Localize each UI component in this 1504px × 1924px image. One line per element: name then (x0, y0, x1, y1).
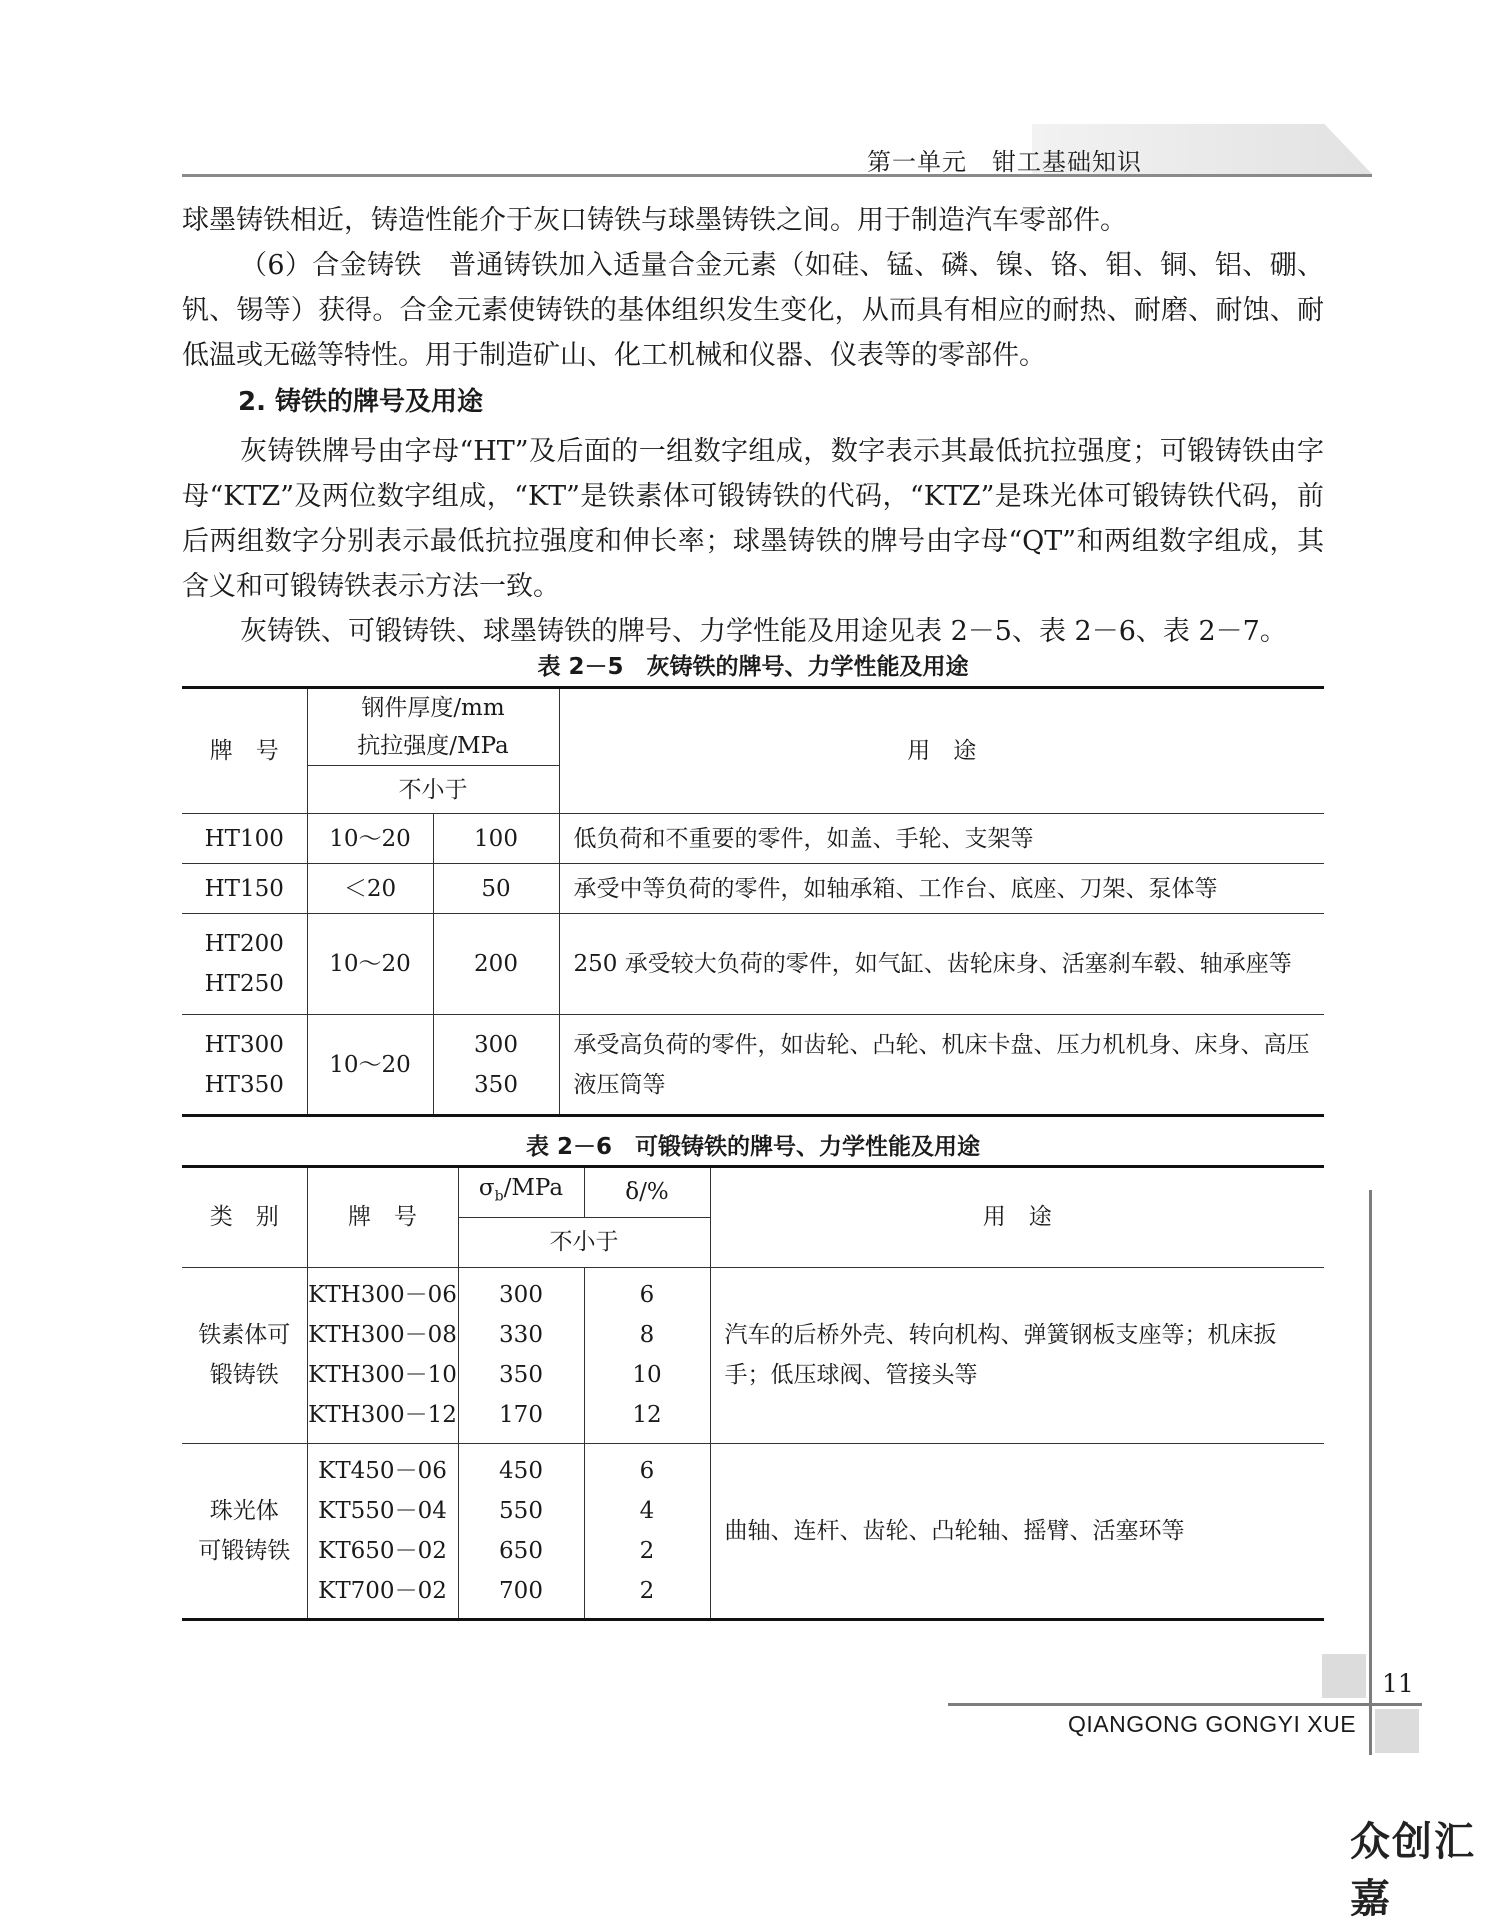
footer-book-title: QIANGONG GONGYI XUE (1068, 1711, 1357, 1737)
table26-grade: KT550－04 (318, 1497, 447, 1524)
section-heading: 2. 铸铁的牌号及用途 (238, 387, 484, 417)
table26-header-min: 不小于 (458, 1217, 710, 1267)
table25-row-strength: 100 (433, 814, 559, 864)
table25-row-thickness: 10～20 (307, 1015, 433, 1116)
table26-delta-value: 6 (639, 1457, 655, 1484)
table26-sigma-value: 300 (499, 1282, 543, 1309)
table25-grade-line: HT350 (204, 1071, 284, 1098)
table26-header-grade: 牌 号 (307, 1167, 458, 1268)
table26 (182, 1165, 1324, 1621)
paragraph-4: 灰铸铁、可锻铸铁、球墨铸铁的牌号、力学性能及用途见表 2－5、表 2－6、表 2－7。 (240, 616, 1287, 647)
table26-use: 曲轴、连杆、齿轮、凸轮轴、摇臂、活塞环等 (710, 1443, 1324, 1619)
table25-header-strength (307, 688, 559, 766)
table25-grade-line: HT200 (204, 931, 284, 957)
footer-horizontal-rule (948, 1703, 1422, 1706)
table25-row-thickness: 10～20 (307, 814, 433, 864)
table25-strength-line: 300 (474, 1031, 518, 1058)
footer-vertical-rule (1369, 1190, 1372, 1755)
table26-grade: KTH300－06 (308, 1282, 457, 1309)
table26-delta-value: 6 (639, 1282, 655, 1309)
table26-grades (307, 1443, 458, 1619)
table25-row-use: 低负荷和不重要的零件，如盖、手轮、支架等 (559, 814, 1324, 864)
table26-grade: KT700－02 (318, 1577, 447, 1604)
table25-row-grade: HT100 (182, 814, 307, 864)
table26-category (182, 1267, 307, 1443)
table25-row-grade (182, 914, 307, 1015)
table26-grade: KTH300－10 (308, 1362, 457, 1389)
table25 (182, 686, 1324, 1117)
table26-delta-value: 2 (639, 1577, 655, 1604)
table26-use: 汽车的后桥外壳、转向机构、弹簧钢板支座等；机床扳手；低压球阀、管接头等 (710, 1267, 1324, 1443)
running-title: 第一单元 钳工基础知识 (867, 148, 1142, 176)
table26-delta-value: 10 (632, 1362, 662, 1389)
watermark-logo-text: 众创汇嘉 (1350, 1819, 1476, 1922)
table26-delta (584, 1443, 710, 1619)
table26-grade: KTH300－08 (308, 1322, 457, 1349)
table25-row-use: 承受中等负荷的零件，如轴承箱、工作台、底座、刀架、泵体等 (559, 864, 1324, 914)
table26-delta-value: 12 (632, 1402, 662, 1429)
paragraph-1: 球墨铸铁相近，铸造性能介于灰口铸铁与球墨铸铁之间。用于制造汽车零部件。 (182, 205, 1127, 236)
table26-sigma-value: 170 (499, 1402, 543, 1429)
table26-header-sigma: $\sigma_b$/MPa (458, 1167, 584, 1218)
table26-sigma-value: 350 (499, 1362, 543, 1389)
page-number: 11 (1382, 1669, 1414, 1698)
table26-caption: 表 2－6 可锻铸铁的牌号、力学性能及用途 (525, 1134, 980, 1160)
table25-row-thickness: ＜20 (307, 864, 433, 914)
table26-header-delta: δ/% (584, 1167, 710, 1218)
table25-row-thickness: 10～20 (307, 914, 433, 1015)
table25-header-use: 用 途 (559, 688, 1324, 814)
table26-sigma (458, 1443, 584, 1619)
table26-sigma-value: 700 (499, 1577, 543, 1604)
table26-delta-value: 2 (639, 1537, 655, 1564)
table25-row-strength: 200 (433, 914, 559, 1015)
table25-row-use: 250 承受较大负荷的零件，如气缸、齿轮床身、活塞刹车毂、轴承座等 (559, 914, 1324, 1015)
table25-header-tensile: 抗拉强度/MPa (357, 733, 509, 759)
table26-grade: KT450－06 (318, 1457, 447, 1484)
table26-category-line: 锻铸铁 (209, 1362, 279, 1389)
table26-header-category: 类 别 (182, 1167, 307, 1268)
table25-row-strength (433, 1015, 559, 1116)
table26-sigma-value: 650 (499, 1537, 543, 1564)
table25-row-use: 承受高负荷的零件，如齿轮、凸轮、机床卡盘、压力机机身、床身、高压液压筒等 (559, 1015, 1324, 1116)
footer-corner-box (1375, 1709, 1419, 1753)
table25-header-min: 不小于 (307, 766, 559, 814)
body-text (182, 198, 1324, 654)
table25-header-grade: 牌 号 (182, 688, 307, 814)
table26-sigma (458, 1267, 584, 1443)
table26-delta (584, 1267, 710, 1443)
table26-header-use: 用 途 (710, 1167, 1324, 1268)
table25-grade-line: HT250 (204, 971, 284, 997)
table26-grade: KTH300－12 (308, 1402, 457, 1429)
table26-sigma-value: 550 (499, 1497, 543, 1524)
table26-sigma-value: 450 (499, 1457, 543, 1484)
table25-caption: 表 2－5 灰铸铁的牌号、力学性能及用途 (537, 654, 969, 680)
table26-category-line: 可锻铸铁 (198, 1537, 291, 1564)
table26-delta-value: 8 (639, 1322, 655, 1349)
running-header (182, 116, 1372, 177)
table25-grade-line: HT300 (204, 1031, 284, 1058)
table26-delta-value: 4 (639, 1497, 655, 1524)
footer-corner-box (1322, 1654, 1366, 1698)
table26-category (182, 1443, 307, 1619)
table26-category-line: 珠光体 (209, 1497, 279, 1524)
table26-grade: KT650－02 (318, 1537, 447, 1564)
table25-row-grade (182, 1015, 307, 1116)
table25-row-strength: 50 (433, 864, 559, 914)
paragraph-2: （6）合金铸铁 普通铸铁加入适量合金元素（如硅、锰、磷、镍、铬、钼、铜、铝、硼、钒、锡等）获得。合金元素使铸铁的基体组织发生变化，从而具有相应的耐热、耐磨、耐蚀、耐低温或无磁等特性。用于制造矿山、化工机械和仪器、仪表等的零部件。 (182, 250, 1324, 371)
table25-row-grade: HT150 (182, 864, 307, 914)
table25-strength-line: 350 (474, 1071, 518, 1098)
table26-grades (307, 1267, 458, 1443)
table26-sigma-value: 330 (499, 1322, 543, 1349)
table26-category-line: 铁素体可 (198, 1322, 291, 1349)
paragraph-3: 灰铸铁牌号由字母“HT”及后面的一组数字组成，数字表示其最低抗拉强度；可锻铸铁由字母“KTZ”及两位数字组成，“KT”是铁素体可锻铸铁的代码，“KTZ”是珠光体可锻铸铁代码，前后两组数字分别表示最低抗拉强度和伸长率；球墨铸铁的牌号由字母“QT”和两组数字组成，其含义和可锻铸铁表示方法一致。 (182, 436, 1324, 602)
table25-header-thickness: 钢件厚度/mm (361, 695, 505, 721)
